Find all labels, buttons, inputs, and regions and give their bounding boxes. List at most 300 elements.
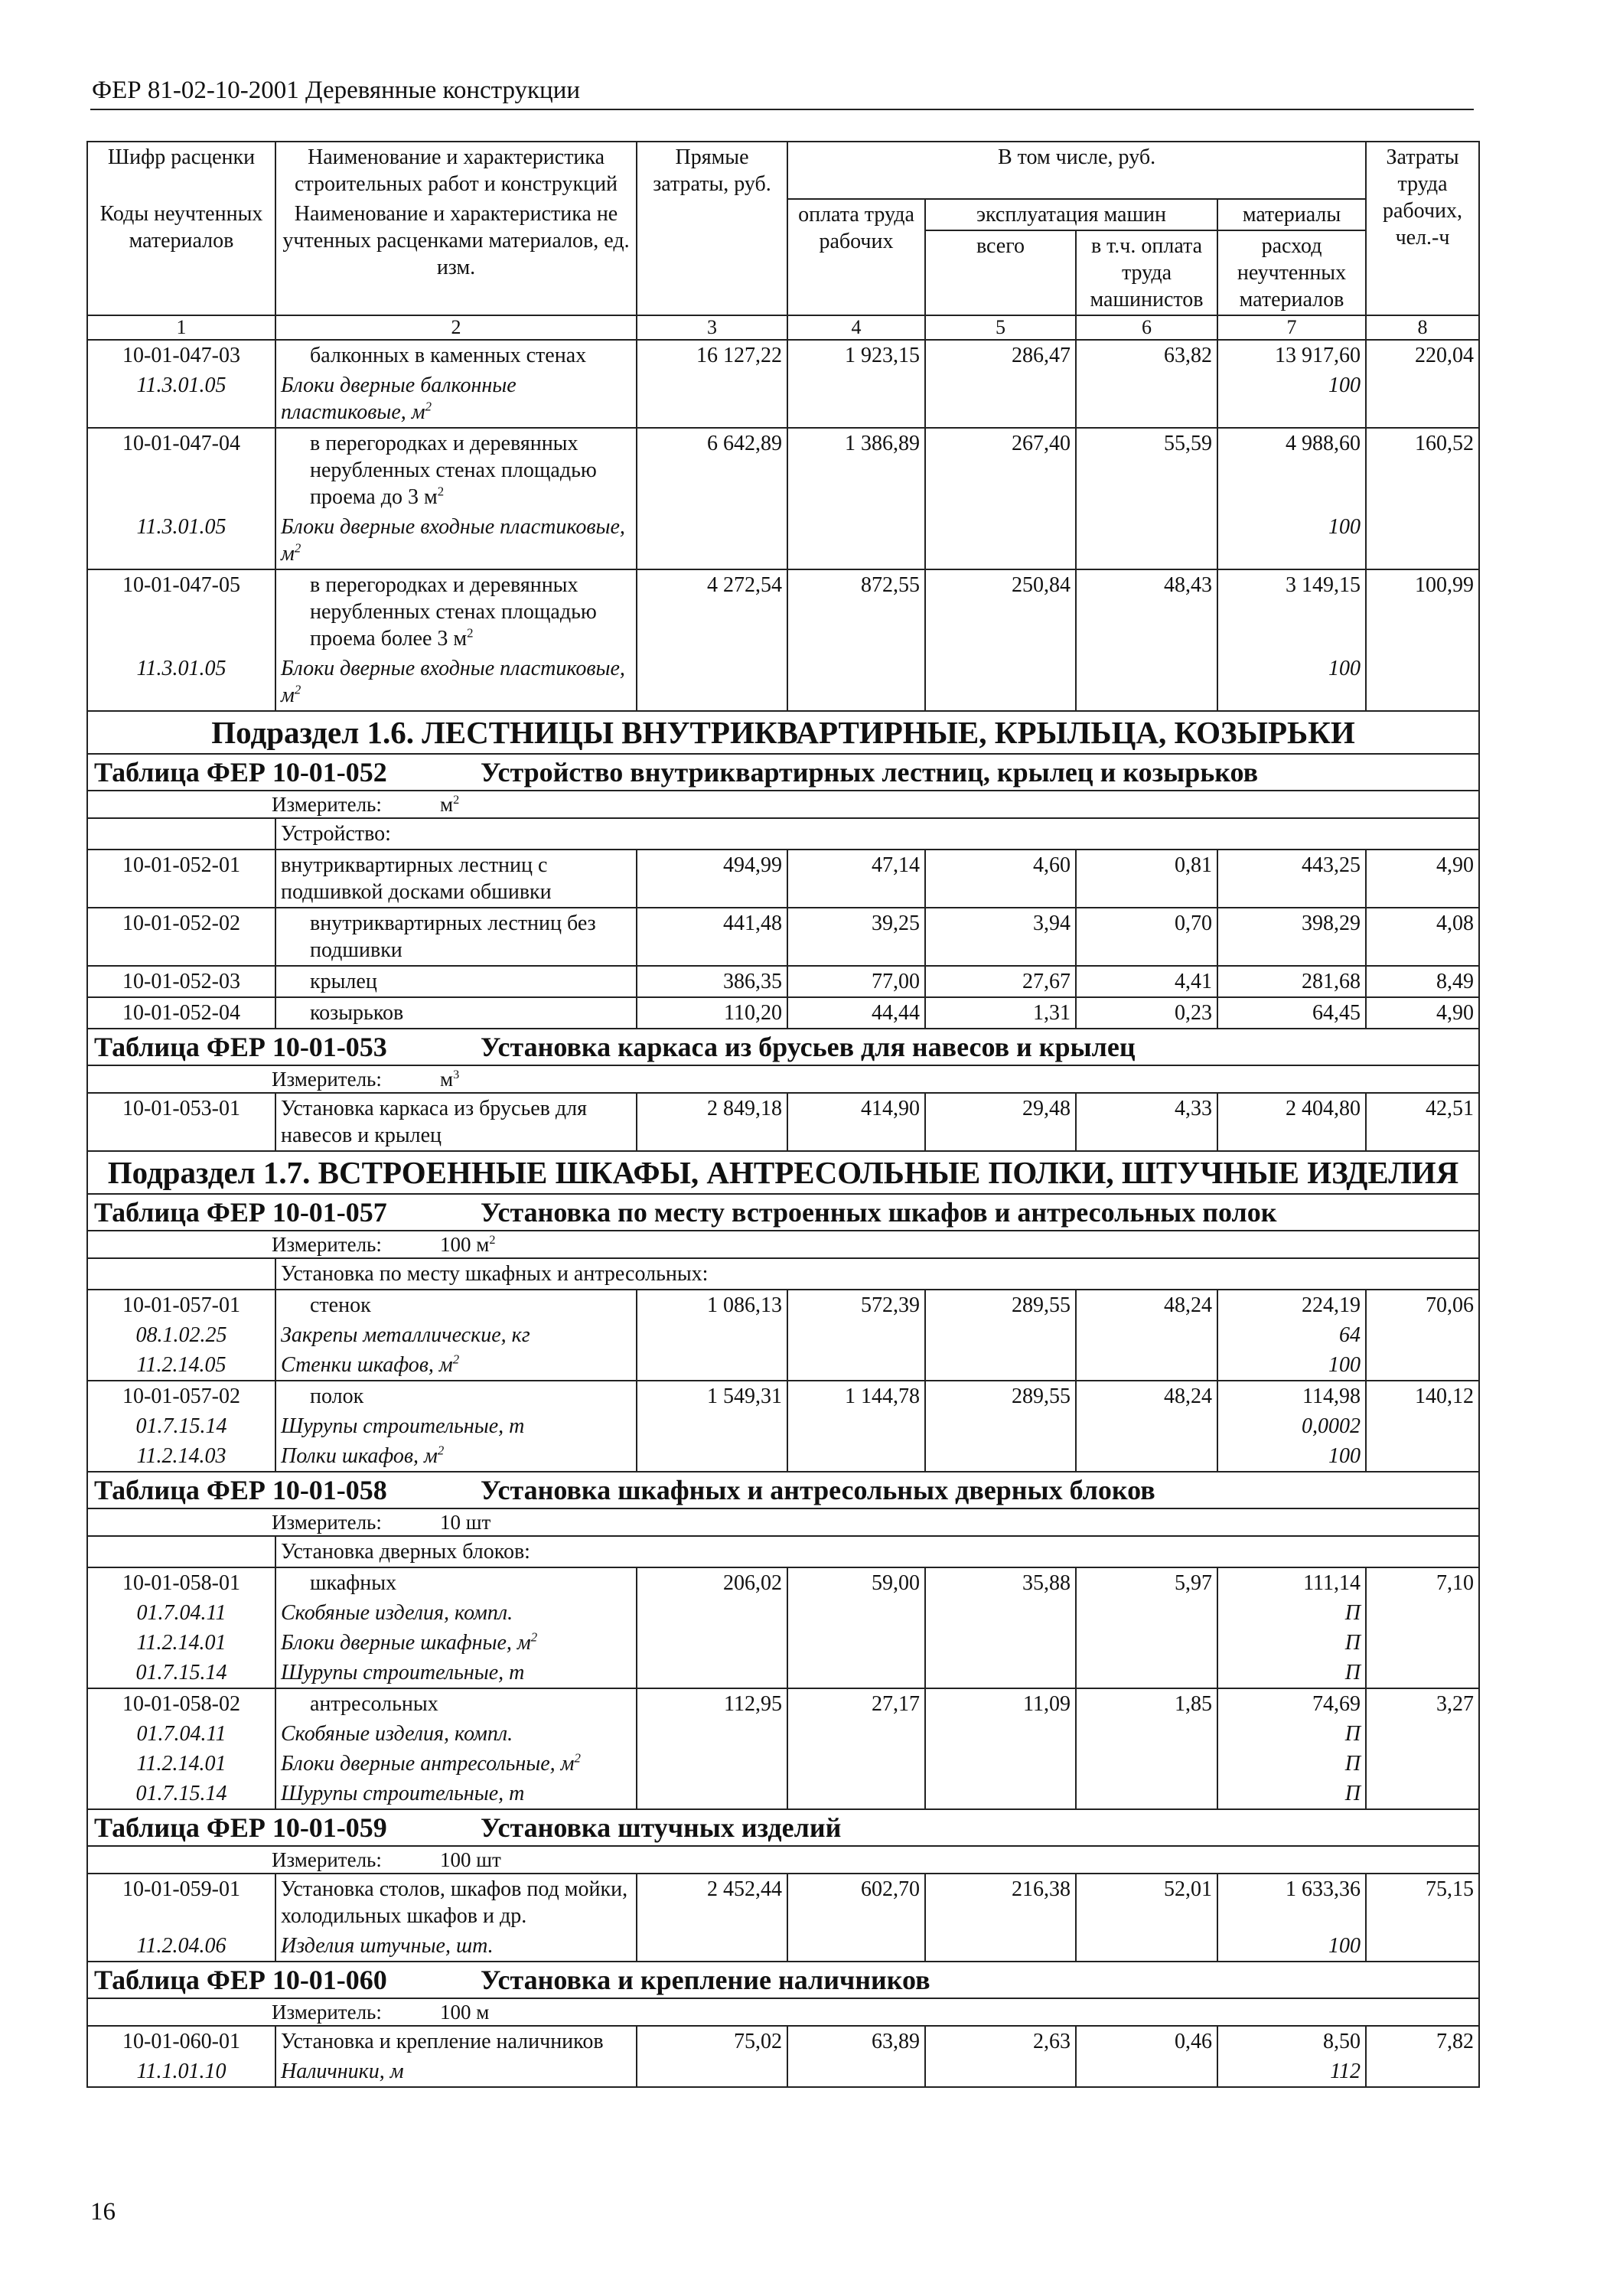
- rate-code: 10-01-058-01: [87, 1567, 275, 1598]
- material-code: 11.3.01.05: [87, 512, 275, 569]
- empty-cell: [787, 1350, 925, 1381]
- rate-value: 64,45: [1217, 997, 1366, 1029]
- empty-cell: [925, 1931, 1076, 1962]
- measure-unit: 100 $м^2$: [440, 1233, 496, 1256]
- rate-value: 398,29: [1217, 908, 1366, 966]
- measure-row: [87, 1231, 1479, 1258]
- rate-name: антресольных: [275, 1688, 637, 1719]
- material-qty: П: [1217, 1658, 1366, 1688]
- empty-cell: [1366, 1779, 1479, 1809]
- section-title: Подраздел 1.7. ВСТРОЕННЫЕ ШКАФЫ, АНТРЕСОЛЬНЫЕ ПОЛКИ, ШТУЧНЫЕ ИЗДЕЛИЯ: [87, 1151, 1479, 1194]
- rate-value: 16 127,22: [637, 340, 787, 370]
- measure-label: Измеритель:: [272, 1233, 382, 1256]
- rate-value: 872,55: [787, 569, 925, 654]
- rate-value: 4,90: [1366, 997, 1479, 1029]
- table-title: Установка по месту встроенных шкафов и антресольных полок: [481, 1197, 1277, 1228]
- rate-name: внутриквартирных лестниц без подшивки: [275, 908, 637, 966]
- rate-value: 29,48: [925, 1093, 1076, 1151]
- group-row: [87, 818, 1479, 850]
- empty-cell: [1366, 1749, 1479, 1779]
- empty-cell: [637, 512, 787, 569]
- material-code: 01.7.15.14: [87, 1411, 275, 1441]
- material-code: 11.3.01.05: [87, 370, 275, 428]
- header-rule: [90, 109, 1474, 110]
- col-total: всего: [925, 230, 1076, 315]
- rate-value: 75,02: [637, 2026, 787, 2056]
- measure-label: Измеритель:: [272, 1068, 382, 1091]
- rate-value: 160,52: [1366, 428, 1479, 512]
- rate-code: 10-01-052-04: [87, 997, 275, 1029]
- rate-value: 386,35: [637, 966, 787, 997]
- table-heading-cell: [87, 1029, 1479, 1065]
- rate-value: 35,88: [925, 1567, 1076, 1598]
- empty-cell: [787, 1658, 925, 1688]
- empty-cell: [637, 370, 787, 428]
- material-qty: П: [1217, 1749, 1366, 1779]
- empty-cell: [1076, 1719, 1217, 1749]
- table-title: Установка каркаса из брусьев для навесов и крылец: [481, 1032, 1136, 1062]
- material-code: 11.2.14.01: [87, 1749, 275, 1779]
- material-name: Скобяные изделия, компл.: [275, 1598, 637, 1628]
- table-heading: [87, 1809, 1479, 1846]
- rate-value: 8,50: [1217, 2026, 1366, 2056]
- col-code-mat: Коды неучтенных материалов: [87, 199, 275, 315]
- col-number: 8: [1366, 315, 1479, 340]
- table-heading: [87, 1194, 1479, 1231]
- col-labor: Затраты труда рабочих, чел.-ч: [1366, 142, 1479, 315]
- running-header: ФЕР 81-02-10-2001 Деревянные конструкции: [92, 77, 581, 104]
- rate-value: 75,15: [1366, 1874, 1479, 1931]
- empty-cell: [787, 1719, 925, 1749]
- col-mach-wages: в т.ч. оплата труда машинистов: [1076, 230, 1217, 315]
- rate-value: 48,24: [1076, 1290, 1217, 1320]
- col-number: 7: [1217, 315, 1366, 340]
- rate-value: 114,98: [1217, 1381, 1366, 1411]
- rate-value: 63,89: [787, 2026, 925, 2056]
- empty-cell: [1076, 2056, 1217, 2087]
- material-name: Полки шкафов, $м^2$: [275, 1441, 637, 1472]
- rate-value: 7,10: [1366, 1567, 1479, 1598]
- measure-cell: [87, 791, 1479, 818]
- empty-cell: [925, 1598, 1076, 1628]
- rate-value: 2 404,80: [1217, 1093, 1366, 1151]
- material-name: Шурупы строительные, т: [275, 1411, 637, 1441]
- material-name: Блоки дверные балконные пластиковые, $м^2$: [275, 370, 637, 428]
- rate-value: 4,33: [1076, 1093, 1217, 1151]
- rate-value: 216,38: [925, 1874, 1076, 1931]
- group-row: [87, 1258, 1479, 1290]
- rate-value: 286,47: [925, 340, 1076, 370]
- measure-label: Измеритель:: [272, 1848, 382, 1871]
- material-name: Изделия штучные, шт.: [275, 1931, 637, 1962]
- rate-value: 44,44: [787, 997, 925, 1029]
- empty-cell: [1366, 654, 1479, 711]
- rate-value: 4 988,60: [1217, 428, 1366, 512]
- rate-code: 10-01-052-02: [87, 908, 275, 966]
- measure-label: Измеритель:: [272, 793, 382, 816]
- col-name-mat: Наименование и характеристика не учтенных расценками материалов, ед. изм.: [275, 199, 637, 315]
- measure-unit: 10 шт: [440, 1511, 491, 1534]
- empty-cell: [1366, 512, 1479, 569]
- rate-value: 414,90: [787, 1093, 925, 1151]
- material-name: Шурупы строительные, т: [275, 1658, 637, 1688]
- rate-value: 206,02: [637, 1567, 787, 1598]
- material-name: Блоки дверные входные пластиковые, $м^2$: [275, 512, 637, 569]
- rate-value: 48,24: [1076, 1381, 1217, 1411]
- empty-cell: [787, 1779, 925, 1809]
- empty-cell: [1076, 1441, 1217, 1472]
- empty-cell: [1076, 370, 1217, 428]
- rate-value: 0,70: [1076, 908, 1217, 966]
- rate-code: 10-01-053-01: [87, 1093, 275, 1151]
- table-title: Устройство внутриквартирных лестниц, крылец и козырьков: [481, 757, 1259, 788]
- table-number: Таблица ФЕР 10-01-052: [94, 757, 387, 788]
- empty-cell: [637, 1350, 787, 1381]
- empty-cell: [925, 1320, 1076, 1350]
- rate-value: 8,49: [1366, 966, 1479, 997]
- empty-cell: [637, 1598, 787, 1628]
- rate-value: 3,94: [925, 908, 1076, 966]
- material-code: 11.3.01.05: [87, 654, 275, 711]
- material-row: [87, 2056, 1479, 2087]
- group-label: Установка по месту шкафных и антресольных:: [275, 1258, 1479, 1290]
- rate-name: полок: [275, 1381, 637, 1411]
- empty-cell: [87, 1258, 275, 1290]
- measure-unit: 100 шт: [440, 1848, 501, 1871]
- material-row: [87, 1719, 1479, 1749]
- rate-value: 74,69: [1217, 1688, 1366, 1719]
- material-name: Скобяные изделия, компл.: [275, 1719, 637, 1749]
- material-row: [87, 1598, 1479, 1628]
- material-row: [87, 1779, 1479, 1809]
- rate-row: [87, 2026, 1479, 2056]
- material-name: Наличники, м: [275, 2056, 637, 2087]
- table-number: Таблица ФЕР 10-01-058: [94, 1475, 387, 1505]
- empty-cell: [787, 654, 925, 711]
- material-code: 11.1.01.10: [87, 2056, 275, 2087]
- measure-unit: $м^3$: [440, 1068, 460, 1091]
- table-heading-cell: [87, 1809, 1479, 1846]
- empty-cell: [1366, 1598, 1479, 1628]
- measure-cell: [87, 1508, 1479, 1536]
- table-heading-cell: [87, 1962, 1479, 1998]
- rate-code: 10-01-052-01: [87, 850, 275, 908]
- rate-value: 0,23: [1076, 997, 1217, 1029]
- material-code: 01.7.15.14: [87, 1658, 275, 1688]
- empty-cell: [87, 1536, 275, 1567]
- rate-value: 220,04: [1366, 340, 1479, 370]
- material-code: 11.2.14.01: [87, 1628, 275, 1658]
- col-number: 5: [925, 315, 1076, 340]
- empty-cell: [925, 2056, 1076, 2087]
- rate-row: [87, 428, 1479, 512]
- material-code: 01.7.15.14: [87, 1779, 275, 1809]
- col-incl: В том числе, руб.: [787, 142, 1366, 199]
- empty-cell: [925, 654, 1076, 711]
- rate-value: 0,81: [1076, 850, 1217, 908]
- col-number: 3: [637, 315, 787, 340]
- empty-cell: [787, 1411, 925, 1441]
- empty-cell: [1076, 1931, 1217, 1962]
- rate-value: 110,20: [637, 997, 787, 1029]
- rate-code: 10-01-047-03: [87, 340, 275, 370]
- measure-unit: $м^2$: [440, 793, 460, 816]
- rate-code: 10-01-047-05: [87, 569, 275, 654]
- material-row: [87, 370, 1479, 428]
- material-code: 11.2.14.05: [87, 1350, 275, 1381]
- material-qty: 100: [1217, 1350, 1366, 1381]
- material-name: Закрепы металлические, кг: [275, 1320, 637, 1350]
- rate-value: 27,17: [787, 1688, 925, 1719]
- rate-value: 289,55: [925, 1381, 1076, 1411]
- rate-value: 224,19: [1217, 1290, 1366, 1320]
- rate-row: [87, 569, 1479, 654]
- material-row: [87, 1628, 1479, 1658]
- empty-cell: [925, 370, 1076, 428]
- material-qty: 112: [1217, 2056, 1366, 2087]
- empty-cell: [87, 818, 275, 850]
- rate-value: 47,14: [787, 850, 925, 908]
- empty-cell: [787, 1320, 925, 1350]
- material-name: Блоки дверные входные пластиковые, $м^2$: [275, 654, 637, 711]
- empty-cell: [637, 1441, 787, 1472]
- section-heading: [87, 711, 1479, 754]
- rate-value: 443,25: [1217, 850, 1366, 908]
- rate-value: 281,68: [1217, 966, 1366, 997]
- rate-value: 4,60: [925, 850, 1076, 908]
- empty-cell: [637, 1931, 787, 1962]
- empty-cell: [1366, 1411, 1479, 1441]
- rate-value: 494,99: [637, 850, 787, 908]
- rate-value: 1,85: [1076, 1688, 1217, 1719]
- rate-name: козырьков: [275, 997, 637, 1029]
- empty-cell: [787, 1749, 925, 1779]
- material-code: 11.2.04.06: [87, 1931, 275, 1962]
- empty-cell: [637, 1779, 787, 1809]
- col-name-title: Наименование и характеристика строительных работ и конструкций: [275, 142, 637, 199]
- group-label: Установка дверных блоков:: [275, 1536, 1479, 1567]
- measure-label: Измеритель:: [272, 2001, 382, 2024]
- material-row: [87, 1411, 1479, 1441]
- rate-value: 0,46: [1076, 2026, 1217, 2056]
- rate-value: 289,55: [925, 1290, 1076, 1320]
- col-code-title: Шифр расценки: [87, 142, 275, 199]
- material-qty: П: [1217, 1598, 1366, 1628]
- measure-row: [87, 791, 1479, 818]
- rate-code: 10-01-057-02: [87, 1381, 275, 1411]
- rate-value: 77,00: [787, 966, 925, 997]
- col-number: 6: [1076, 315, 1217, 340]
- rate-value: 4 272,54: [637, 569, 787, 654]
- rate-row: [87, 1688, 1479, 1719]
- empty-cell: [787, 1628, 925, 1658]
- section-title: Подраздел 1.6. ЛЕСТНИЦЫ ВНУТРИКВАРТИРНЫЕ, КРЫЛЬЦА, КОЗЫРЬКИ: [87, 711, 1479, 754]
- measure-cell: [87, 1065, 1479, 1093]
- empty-cell: [925, 1749, 1076, 1779]
- rate-row: [87, 1093, 1479, 1151]
- col-machines: эксплуатация машин: [925, 199, 1217, 230]
- empty-cell: [1366, 1658, 1479, 1688]
- empty-cell: [925, 512, 1076, 569]
- rate-name: шкафных: [275, 1567, 637, 1598]
- material-code: 08.1.02.25: [87, 1320, 275, 1350]
- rate-value: 55,59: [1076, 428, 1217, 512]
- material-row: [87, 1749, 1479, 1779]
- material-row: [87, 654, 1479, 711]
- material-name: Стенки шкафов, $м^2$: [275, 1350, 637, 1381]
- rate-name: Установка столов, шкафов под мойки, холодильных шкафов и др.: [275, 1874, 637, 1931]
- empty-cell: [637, 2056, 787, 2087]
- empty-cell: [1076, 1779, 1217, 1809]
- rate-row: [87, 966, 1479, 997]
- material-code: 11.2.14.03: [87, 1441, 275, 1472]
- empty-cell: [637, 1320, 787, 1350]
- empty-cell: [1076, 512, 1217, 569]
- empty-cell: [1076, 1658, 1217, 1688]
- rate-name: балконных в каменных стенах: [275, 340, 637, 370]
- empty-cell: [1076, 1598, 1217, 1628]
- empty-cell: [925, 1441, 1076, 1472]
- empty-cell: [925, 1719, 1076, 1749]
- empty-cell: [1076, 1320, 1217, 1350]
- group-row: [87, 1536, 1479, 1567]
- rate-value: 2 849,18: [637, 1093, 787, 1151]
- empty-cell: [1366, 370, 1479, 428]
- table-heading: [87, 754, 1479, 791]
- empty-cell: [925, 1411, 1076, 1441]
- rate-row: [87, 340, 1479, 370]
- rate-name: в перегородках и деревянных нерубленных стенах площадью проема более 3 $м^2$: [275, 569, 637, 654]
- empty-cell: [787, 2056, 925, 2087]
- material-row: [87, 1320, 1479, 1350]
- rate-name: Установка и крепление наличников: [275, 2026, 637, 2056]
- empty-cell: [637, 1628, 787, 1658]
- empty-cell: [787, 1441, 925, 1472]
- rate-value: 6 642,89: [637, 428, 787, 512]
- rate-name: стенок: [275, 1290, 637, 1320]
- rate-value: 1 923,15: [787, 340, 925, 370]
- rate-code: 10-01-059-01: [87, 1874, 275, 1931]
- rate-value: 4,08: [1366, 908, 1479, 966]
- empty-cell: [787, 512, 925, 569]
- table-title: Установка и крепление наличников: [481, 1965, 930, 1995]
- empty-cell: [1076, 1411, 1217, 1441]
- col-direct: Прямые затраты, руб.: [637, 142, 787, 315]
- rate-row: [87, 908, 1479, 966]
- rate-code: 10-01-052-03: [87, 966, 275, 997]
- material-name: Блоки дверные шкафные, $м^2$: [275, 1628, 637, 1658]
- rate-name: в перегородках и деревянных нерубленных стенах площадью проема до 3 $м^2$: [275, 428, 637, 512]
- measure-unit: 100 м: [440, 2001, 490, 2024]
- empty-cell: [637, 1719, 787, 1749]
- rate-value: 52,01: [1076, 1874, 1217, 1931]
- material-qty: 100: [1217, 1441, 1366, 1472]
- table-title: Установка штучных изделий: [481, 1812, 842, 1843]
- rate-name: Установка каркаса из брусьев для навесов и крылец: [275, 1093, 637, 1151]
- rate-value: 5,97: [1076, 1567, 1217, 1598]
- material-qty: 100: [1217, 370, 1366, 428]
- table-number: Таблица ФЕР 10-01-053: [94, 1032, 387, 1062]
- rate-value: 70,06: [1366, 1290, 1479, 1320]
- rate-code: 10-01-047-04: [87, 428, 275, 512]
- rate-value: 4,41: [1076, 966, 1217, 997]
- empty-cell: [1366, 1441, 1479, 1472]
- rates-table: [86, 141, 1480, 2088]
- material-name: Блоки дверные антресольные, $м^2$: [275, 1749, 637, 1779]
- material-code: 01.7.04.11: [87, 1598, 275, 1628]
- empty-cell: [1076, 654, 1217, 711]
- measure-row: [87, 1508, 1479, 1536]
- rate-value: 48,43: [1076, 569, 1217, 654]
- empty-cell: [1366, 1719, 1479, 1749]
- material-code: 01.7.04.11: [87, 1719, 275, 1749]
- rate-row: [87, 1874, 1479, 1931]
- rate-row: [87, 1567, 1479, 1598]
- table-heading-cell: [87, 754, 1479, 791]
- empty-cell: [1366, 2056, 1479, 2087]
- material-row: [87, 1350, 1479, 1381]
- rate-value: 441,48: [637, 908, 787, 966]
- rate-value: 39,25: [787, 908, 925, 966]
- section-heading: [87, 1151, 1479, 1194]
- col-number: 2: [275, 315, 637, 340]
- rate-row: [87, 997, 1479, 1029]
- rate-code: 10-01-057-01: [87, 1290, 275, 1320]
- col-mat-use: расход неучтенных материалов: [1217, 230, 1366, 315]
- empty-cell: [1366, 1628, 1479, 1658]
- measure-cell: [87, 1231, 1479, 1258]
- rate-code: 10-01-058-02: [87, 1688, 275, 1719]
- rate-name: крылец: [275, 966, 637, 997]
- material-row: [87, 1931, 1479, 1962]
- empty-cell: [787, 1598, 925, 1628]
- empty-cell: [637, 1749, 787, 1779]
- table-number: Таблица ФЕР 10-01-060: [94, 1965, 387, 1995]
- empty-cell: [1076, 1350, 1217, 1381]
- material-qty: 100: [1217, 512, 1366, 569]
- empty-cell: [637, 1658, 787, 1688]
- rate-name: внутриквартирных лестниц с подшивкой досками обшивки: [275, 850, 637, 908]
- table-number: Таблица ФЕР 10-01-059: [94, 1812, 387, 1843]
- rate-value: 100,99: [1366, 569, 1479, 654]
- group-label: Устройство:: [275, 818, 1479, 850]
- rate-value: 7,82: [1366, 2026, 1479, 2056]
- table-number: Таблица ФЕР 10-01-057: [94, 1197, 387, 1228]
- table-title: Установка шкафных и антресольных дверных блоков: [481, 1475, 1155, 1505]
- empty-cell: [1076, 1628, 1217, 1658]
- measure-row: [87, 1065, 1479, 1093]
- col-materials: материалы: [1217, 199, 1366, 230]
- material-row: [87, 1658, 1479, 1688]
- rate-row: [87, 1381, 1479, 1411]
- rate-code: 10-01-060-01: [87, 2026, 275, 2056]
- empty-cell: [925, 1350, 1076, 1381]
- table-heading: [87, 1962, 1479, 1998]
- rate-value: 140,12: [1366, 1381, 1479, 1411]
- material-row: [87, 1441, 1479, 1472]
- empty-cell: [925, 1779, 1076, 1809]
- empty-cell: [1076, 1749, 1217, 1779]
- table-heading: [87, 1472, 1479, 1508]
- measure-row: [87, 1846, 1479, 1874]
- col-number: 1: [87, 315, 275, 340]
- rate-value: 1 633,36: [1217, 1874, 1366, 1931]
- rate-value: 1,31: [925, 997, 1076, 1029]
- table-heading-cell: [87, 1194, 1479, 1231]
- col-wages: оплата труда рабочих: [787, 199, 925, 315]
- rate-value: 1 086,13: [637, 1290, 787, 1320]
- rate-row: [87, 1290, 1479, 1320]
